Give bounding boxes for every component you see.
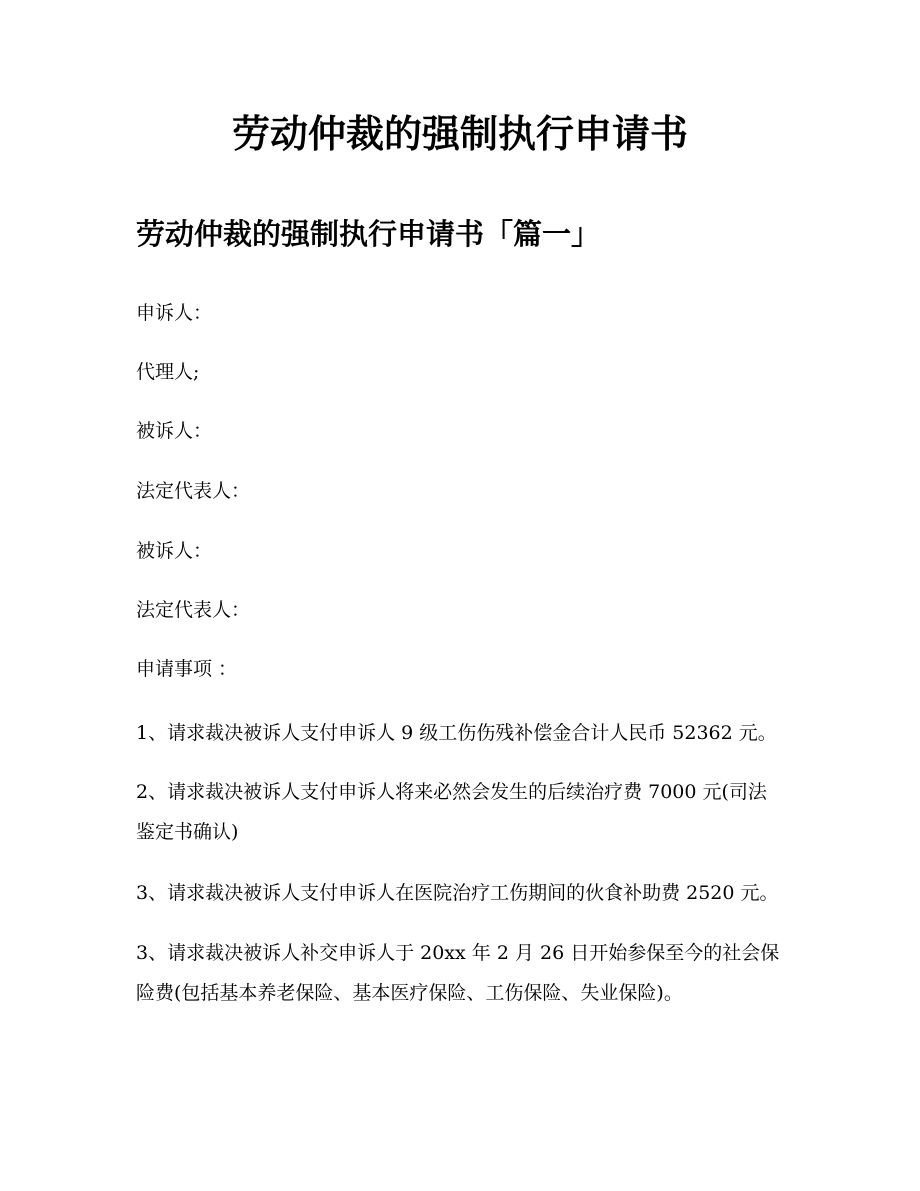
complainant-label: 申诉人： [136,302,213,324]
request-item-1: 1、请求裁决被诉人支付申诉人 9 级工伤伤残补偿金合计人民币 52362 元。 [136,722,777,744]
respondent-label-2: 被诉人： [136,540,213,562]
request-item-2: 2、请求裁决被诉人支付申诉人将来必然会发生的后续治疗费 7000 元(司法鉴定书确认) [136,781,767,843]
agent-label: 代理人; [136,361,200,383]
respondent-label-1: 被诉人： [136,420,213,442]
request-items-label: 申请事项 ： [136,658,238,680]
legal-representative-label-1: 法定代表人： [136,480,251,502]
section-heading: 劳动仲裁的强制执行申请书「篇一」 [136,217,601,251]
document-title: 劳动仲裁的强制执行申请书 [231,111,688,156]
request-item-3: 3、请求裁决被诉人支付申诉人在医院治疗工伤期间的伙食补助费 2520 元。 [136,882,779,904]
request-item-4: 3、请求裁决被诉人补交申诉人于 20xx 年 2 月 26 日开始参保至今的社会保险费(包括基本养老保险、基本医疗保险、工伤保险、失业保险)。 [136,942,780,1004]
legal-representative-label-2: 法定代表人： [136,599,251,621]
